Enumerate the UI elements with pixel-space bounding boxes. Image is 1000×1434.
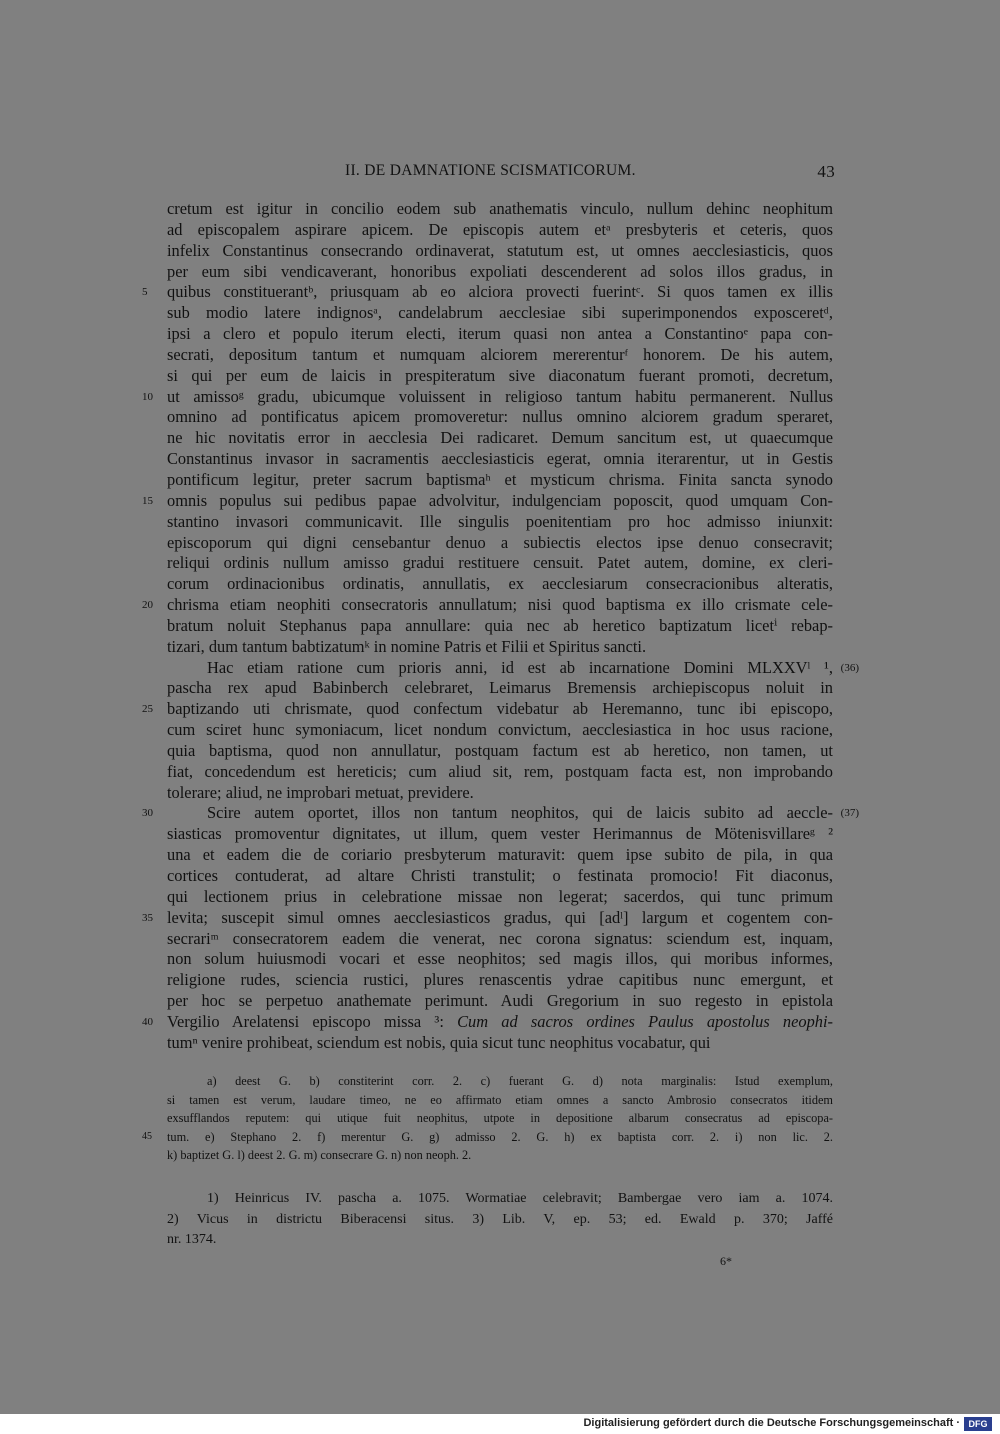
text-line: tumⁿ venire prohibeat, sciendum est nobis, quia sicut tunc neophitus vocabatur, qui	[167, 1032, 711, 1052]
text-line: infelix Constantinus consecrando ordinaverat, statutum est, ut omnes aecclesiasticis, quos	[167, 240, 833, 260]
text-line: omnino ad pontificatus apicem promoveretur: nullus omnino alciorem gradum speraret,	[167, 407, 833, 427]
line-number: 30	[142, 807, 153, 820]
text-line: cretum est igitur in concilio eodem sub anathematis vinculo, nullum dehinc neophitum	[167, 199, 833, 218]
quoted-italic-text: Cum ad sacros ordines Paulus apostolus neophi-	[457, 1011, 833, 1031]
reference-line: 1) Heinricus IV. pascha a. 1075. Wormatiae celebravit; Bambergae vero iam a. 1074.	[207, 1191, 833, 1206]
text-line: cum sciret hunc symoniacum, licet nondum convictum, aecclesiastica in hoc usus racione,	[167, 720, 833, 740]
text-line: secrariᵐ consecratorem eadem die venerat, nec corona signatus: sciendum est, inquam,	[167, 928, 833, 948]
running-head-title: II. DE DAMNATIONE SCISMATICORUM.	[345, 162, 636, 179]
footnote-line	[142, 1128, 833, 1147]
text-line: ad episcopalem aspirare apicem. De episcopis autem etᵃ presbyteris et ceteris, quos	[167, 219, 833, 239]
text-line: ne hic novitatis error in aecclesia Dei radicaret. Demum sancitum est, ut quaecumque	[167, 428, 833, 448]
footnote-line: a) deest G. b) constiterint corr. 2. c) fuerant G. d) nota marginalis: Istud exemplum,	[207, 1074, 833, 1088]
running-head	[345, 162, 835, 180]
text-line	[142, 490, 833, 512]
text-line: per hoc se perpetuo anathemate perimunt. Audi Gregorium in suo regesto in epistola	[167, 991, 833, 1011]
text-line: qui lectionem prius in celebratione missae non legerat; sacerdos, qui tunc primum	[167, 886, 833, 906]
text-line	[142, 1011, 833, 1033]
text-line: Constantinus invasor in sacramentis aecclesiasticis egerat, omnia iterarentur, ut in Gestis	[167, 449, 833, 469]
text-line: una et eadem die de coriario presbyterum maturavit: quem ipse subito de pila, in qua	[167, 845, 833, 865]
text-line: si qui per eum de laicis in prespiteratum sive diaconatum fuerant promoti, decretum,	[167, 365, 833, 385]
text-line-content: Hac etiam ratione cum prioris anni, id est ab incarnatione Domini MLXXVˡ ¹,	[207, 657, 833, 677]
text-line	[142, 907, 833, 929]
text-line-content: Vergilio Arelatensi episcopo missa ³:	[167, 1011, 444, 1031]
footnote-line-content: tum. e) Stephano 2. f) merentur G. g) admisso 2. G. h) ex baptista corr. 2. i) non lic. 2.	[167, 1129, 833, 1144]
text-line: ipsi a clero et populo iterum electi, iterum quasi non antea a Constantinoᵉ papa con-	[167, 324, 833, 344]
text-line-content: Scire autem oportet, illos non tantum neophitos, qui de laicis subito ad aeccle-	[207, 803, 833, 823]
critical-apparatus	[142, 1072, 833, 1165]
footer-bar	[0, 1414, 1000, 1434]
text-line: per eum sibi vendicaverant, honoribus expoliati descenderent ad solos illos gradus, in	[167, 261, 833, 281]
page-number: 43	[817, 162, 835, 181]
signature-mark: 6*	[720, 1254, 732, 1268]
line-number: 10	[142, 390, 153, 403]
text-line: secrati, depositum tantum et numquam alciorem mererenturᶠ honorem. De his autem,	[167, 344, 833, 364]
text-line: tizari, dum tantum babtizatumᵏ in nomine Patris et Filii et Spiritus sancti.	[167, 636, 647, 656]
text-line-content: baptizando uti chrismate, quod confectum videbatur ab Heremanno, tunc ibi episcopo,	[167, 699, 833, 719]
text-line	[142, 803, 859, 824]
text-line: sub modio latere indignosᵃ, candelabrum aecclesiae sibi superimponendos exposceretᵈ,	[167, 303, 833, 323]
line-number: 35	[142, 911, 153, 924]
dfg-logo[interactable]: DFG	[964, 1417, 992, 1431]
text-line-content: levita; suscepit simul omnes aecclesiasticos gradus, qui [adˡ] largum et cogentem con-	[167, 907, 833, 927]
text-line-content: quibus constituerantᵇ, priusquam ab eo alciora provecti fuerintᶜ. Si quos tamen ex illis	[167, 282, 833, 302]
text-line: fiat, concedendum est hereticis; cum aliud sit, rem, postquam facta est, non improbando	[167, 761, 833, 781]
text-line: corum ordinacionibus ordinatis, annullatis, ex aecclesiarum consecracionibus alteratis,	[167, 574, 833, 594]
line-number: 45	[142, 1130, 152, 1142]
text-line: tolerare; aliud, ne improbari metuat, previdere.	[167, 782, 474, 802]
text-line-content: omnis populus sui pedibus papae advolvitur, indulgenciam poposcit, quod umquam Con-	[167, 490, 833, 510]
margin-reference: (37)	[840, 807, 859, 820]
text-line: pontificum legitur, preter sacrum baptismaʰ et mysticum chrisma. Finita sancta synodo	[167, 469, 833, 489]
text-line: pascha rex apud Babinberch celebraret, Leimarus Bremensis archiepiscopus noluit in	[167, 678, 833, 698]
text-line	[142, 386, 833, 408]
line-number: 15	[142, 494, 153, 507]
text-line	[142, 699, 833, 720]
line-number: 25	[142, 703, 153, 716]
line-number: 40	[142, 1015, 153, 1028]
reference-line: 2) Vicus in districtu Biberacensi situs. 3) Lib. V, ep. 53; ed. Ewald p. 370; Jaffé	[167, 1211, 833, 1227]
text-line: quia baptisma, quod non annullatur, postquam factum est ab heretico, non tamen, ut	[167, 740, 833, 760]
source-references	[167, 1189, 833, 1251]
text-line-content: ut amissoᵍ gradu, ubicumque voluissent in religioso tantum habitu permanerent. Nullus	[167, 386, 833, 406]
footnote-line: k) baptizet G. l) deest 2. G. m) consecrare G. n) non neoph. 2.	[167, 1148, 472, 1162]
text-line: cortices contuderat, ad altare Christi transtulit; o festinata promocio! Fit diaconus,	[167, 866, 833, 885]
text-line	[142, 595, 833, 616]
text-line-content: chrisma etiam neophiti consecratoris annullatum; nisi quod baptisma ex illo crismate cele-	[167, 595, 833, 615]
text-line	[142, 282, 833, 303]
funding-notice: Digitalisierung gefördert durch die Deutsche Forschungsgemeinschaft ·	[583, 1417, 960, 1429]
text-line: siasticas promoventur dignitates, ut illum, quem vester Herimannus de Mötenisvillareᵍ ²	[167, 824, 833, 844]
main-text	[142, 199, 859, 1054]
text-line: stantino invasori communicavit. Ille singulis poenitentiam pro hoc admisso iniunxit:	[167, 511, 833, 531]
text-line: bratum noluit Stephanus papa annullare: quia nec ab heretico baptizatum licetⁱ rebap-	[167, 615, 833, 635]
reference-line: nr. 1374.	[167, 1232, 217, 1247]
text-line	[167, 657, 859, 679]
text-line: religione rudes, sciencia rustici, plures renascentis ydrae capitibus nunc emergunt, et	[167, 970, 833, 990]
footnote-line: exsufflandos reputem: qui utique fuit neophitus, utpote in depositione albarum consecratus ad episcopa-	[167, 1111, 833, 1125]
margin-reference: (36)	[840, 661, 859, 674]
line-number: 5	[142, 286, 148, 299]
text-line: reliqui ordinis nullum amisso gradui restituere censuit. Patet autem, domine, ex cleri-	[167, 553, 833, 573]
text-line: episcoporum qui digni censebantur denuo a subiectis electos ipse denuo consecravit;	[167, 532, 833, 552]
text-line: non solum huiusmodi vocari et esse neophitos; sed magis illos, qui moribus informes,	[167, 949, 833, 969]
line-number: 20	[142, 599, 153, 612]
footnote-line: si tamen est verum, laudare timeo, ne eo affirmato etiam omnes a sancto Ambrosio consecratos itidem	[167, 1092, 833, 1107]
